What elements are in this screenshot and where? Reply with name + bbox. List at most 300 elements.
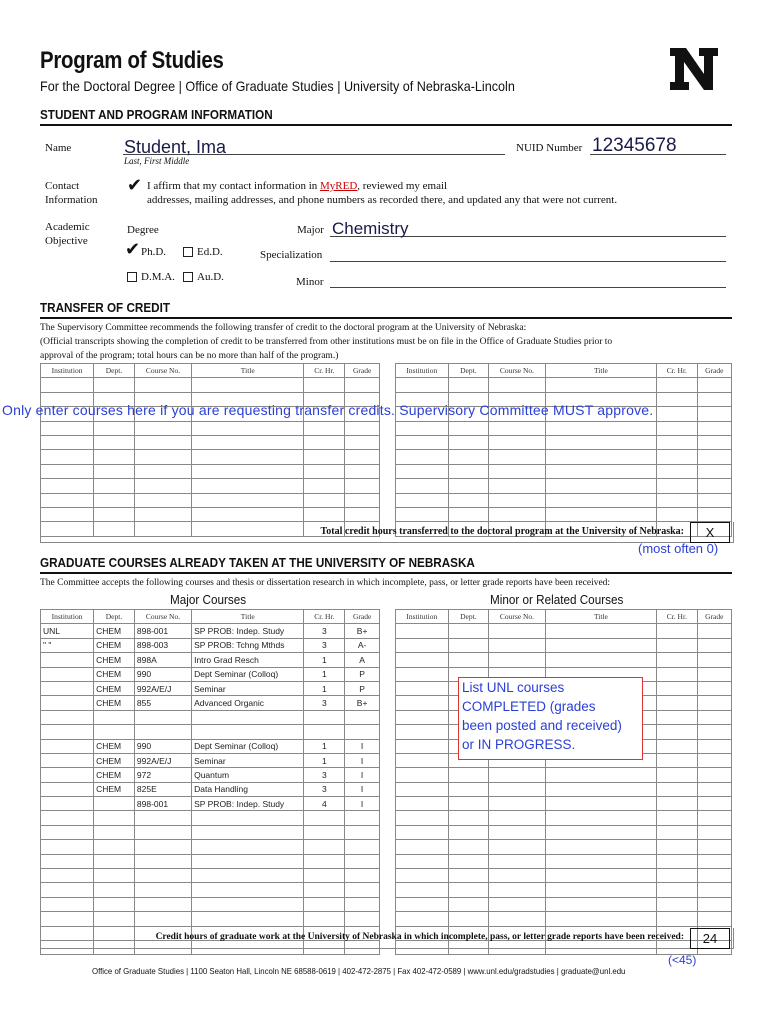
table-cell[interactable]	[448, 840, 488, 854]
table-cell[interactable]	[134, 479, 191, 493]
table-cell[interactable]	[545, 883, 656, 897]
table-cell[interactable]	[41, 912, 94, 926]
table-cell[interactable]	[697, 725, 731, 739]
table-cell[interactable]	[304, 507, 345, 521]
table-cell[interactable]	[345, 435, 380, 449]
table-cell[interactable]	[697, 840, 731, 854]
table-cell[interactable]: 3	[304, 782, 345, 796]
table-cell[interactable]	[489, 653, 546, 667]
table-cell[interactable]	[697, 681, 731, 695]
table-cell[interactable]	[448, 450, 488, 464]
table-cell[interactable]	[396, 624, 449, 638]
table-cell[interactable]	[448, 811, 488, 825]
table-cell[interactable]	[345, 479, 380, 493]
table-cell[interactable]	[396, 797, 449, 811]
table-cell[interactable]: 992A/E/J	[134, 753, 191, 767]
table-cell[interactable]	[134, 897, 191, 911]
table-cell[interactable]: Quantum	[192, 768, 304, 782]
table-cell[interactable]	[396, 450, 449, 464]
table-cell[interactable]	[41, 897, 94, 911]
table-cell[interactable]	[448, 768, 488, 782]
table-cell[interactable]	[396, 739, 449, 753]
table-cell[interactable]: UNL	[41, 624, 94, 638]
table-cell[interactable]	[94, 464, 135, 478]
table-cell[interactable]	[41, 450, 94, 464]
table-cell[interactable]	[489, 378, 546, 392]
table-cell[interactable]	[345, 825, 380, 839]
table-cell[interactable]: Intro Grad Resch	[192, 653, 304, 667]
table-cell[interactable]	[345, 854, 380, 868]
table-cell[interactable]	[94, 421, 135, 435]
table-cell[interactable]: 3	[304, 624, 345, 638]
table-cell[interactable]	[657, 667, 697, 681]
table-cell[interactable]	[489, 624, 546, 638]
table-cell[interactable]: 990	[134, 667, 191, 681]
table-cell[interactable]	[304, 840, 345, 854]
table-cell[interactable]: CHEM	[94, 739, 135, 753]
table-cell[interactable]	[94, 912, 135, 926]
aud-checkbox[interactable]	[183, 272, 193, 282]
table-cell[interactable]	[304, 897, 345, 911]
table-cell[interactable]	[345, 378, 380, 392]
table-cell[interactable]	[134, 840, 191, 854]
minor-field[interactable]	[330, 287, 726, 288]
table-cell[interactable]	[41, 479, 94, 493]
table-cell[interactable]	[345, 725, 380, 739]
table-cell[interactable]	[657, 624, 697, 638]
table-cell[interactable]	[41, 854, 94, 868]
table-cell[interactable]	[448, 624, 488, 638]
table-cell[interactable]	[697, 883, 731, 897]
table-cell[interactable]: 4	[304, 797, 345, 811]
table-cell[interactable]	[41, 825, 94, 839]
table-cell[interactable]	[396, 710, 449, 724]
table-cell[interactable]	[697, 435, 731, 449]
table-cell[interactable]	[304, 710, 345, 724]
table-cell[interactable]	[192, 710, 304, 724]
table-cell[interactable]	[192, 869, 304, 883]
table-cell[interactable]	[134, 725, 191, 739]
table-cell[interactable]	[94, 507, 135, 521]
table-cell[interactable]	[41, 811, 94, 825]
table-cell[interactable]	[657, 897, 697, 911]
myred-link[interactable]: MyRED	[320, 180, 358, 192]
table-cell[interactable]: CHEM	[94, 667, 135, 681]
table-cell[interactable]	[545, 653, 656, 667]
table-cell[interactable]	[489, 638, 546, 652]
table-cell[interactable]	[489, 825, 546, 839]
table-cell[interactable]	[396, 696, 449, 710]
table-cell[interactable]	[41, 753, 94, 767]
table-cell[interactable]	[545, 378, 656, 392]
specialization-field[interactable]	[330, 261, 726, 262]
table-cell[interactable]	[489, 464, 546, 478]
table-cell[interactable]	[345, 840, 380, 854]
table-cell[interactable]	[448, 883, 488, 897]
table-cell[interactable]	[657, 811, 697, 825]
table-cell[interactable]: CHEM	[94, 624, 135, 638]
table-cell[interactable]	[657, 450, 697, 464]
table-cell[interactable]	[304, 869, 345, 883]
table-cell[interactable]	[697, 493, 731, 507]
table-cell[interactable]	[657, 869, 697, 883]
table-cell[interactable]	[657, 681, 697, 695]
edd-checkbox[interactable]	[183, 247, 193, 257]
table-cell[interactable]	[345, 493, 380, 507]
table-cell[interactable]	[396, 493, 449, 507]
table-cell[interactable]: 972	[134, 768, 191, 782]
table-cell[interactable]	[489, 869, 546, 883]
table-cell[interactable]	[41, 725, 94, 739]
table-cell[interactable]	[345, 507, 380, 521]
table-cell[interactable]	[396, 811, 449, 825]
table-cell[interactable]	[545, 825, 656, 839]
table-cell[interactable]	[657, 725, 697, 739]
table-cell[interactable]	[697, 912, 731, 926]
table-cell[interactable]	[192, 811, 304, 825]
table-cell[interactable]	[304, 811, 345, 825]
table-cell[interactable]	[41, 768, 94, 782]
table-cell[interactable]	[94, 825, 135, 839]
table-cell[interactable]	[304, 493, 345, 507]
table-cell[interactable]	[134, 464, 191, 478]
table-cell[interactable]: 898A	[134, 653, 191, 667]
table-cell[interactable]	[94, 710, 135, 724]
table-cell[interactable]	[697, 739, 731, 753]
table-cell[interactable]	[345, 883, 380, 897]
table-cell[interactable]	[396, 507, 449, 521]
table-cell[interactable]: Data Handling	[192, 782, 304, 796]
table-cell[interactable]: A-	[345, 638, 380, 652]
table-cell[interactable]	[396, 883, 449, 897]
table-cell[interactable]	[134, 825, 191, 839]
table-cell[interactable]	[94, 450, 135, 464]
table-cell[interactable]	[489, 854, 546, 868]
table-cell[interactable]: 1	[304, 753, 345, 767]
table-cell[interactable]	[697, 710, 731, 724]
table-cell[interactable]	[41, 435, 94, 449]
table-cell[interactable]: Advanced Organic	[192, 696, 304, 710]
table-cell[interactable]	[448, 435, 488, 449]
table-cell[interactable]	[657, 883, 697, 897]
table-cell[interactable]	[345, 869, 380, 883]
table-cell[interactable]	[657, 378, 697, 392]
table-cell[interactable]	[545, 435, 656, 449]
table-cell[interactable]	[489, 507, 546, 521]
table-cell[interactable]	[304, 464, 345, 478]
table-cell[interactable]	[134, 811, 191, 825]
table-cell[interactable]	[697, 797, 731, 811]
table-cell[interactable]	[657, 825, 697, 839]
table-cell[interactable]	[697, 696, 731, 710]
table-cell[interactable]: 3	[304, 638, 345, 652]
table-cell[interactable]	[545, 797, 656, 811]
table-cell[interactable]	[448, 653, 488, 667]
table-cell[interactable]: I	[345, 797, 380, 811]
table-cell[interactable]	[304, 421, 345, 435]
table-cell[interactable]	[545, 638, 656, 652]
table-cell[interactable]	[697, 507, 731, 521]
table-cell[interactable]	[489, 897, 546, 911]
table-cell[interactable]	[345, 912, 380, 926]
table-cell[interactable]: P	[345, 681, 380, 695]
table-cell[interactable]: CHEM	[94, 768, 135, 782]
table-cell[interactable]: B+	[345, 696, 380, 710]
table-cell[interactable]	[545, 840, 656, 854]
table-cell[interactable]	[94, 840, 135, 854]
table-cell[interactable]: I	[345, 753, 380, 767]
table-cell[interactable]	[41, 378, 94, 392]
table-cell[interactable]	[304, 435, 345, 449]
table-cell[interactable]	[192, 378, 304, 392]
table-cell[interactable]	[489, 797, 546, 811]
table-cell[interactable]	[396, 912, 449, 926]
table-cell[interactable]: CHEM	[94, 696, 135, 710]
table-cell[interactable]	[94, 869, 135, 883]
table-cell[interactable]	[448, 464, 488, 478]
table-cell[interactable]	[657, 797, 697, 811]
table-cell[interactable]	[396, 681, 449, 695]
table-cell[interactable]	[345, 710, 380, 724]
table-cell[interactable]	[489, 450, 546, 464]
table-cell[interactable]: 825E	[134, 782, 191, 796]
table-cell[interactable]	[545, 782, 656, 796]
table-cell[interactable]	[657, 854, 697, 868]
table-cell[interactable]	[545, 421, 656, 435]
table-cell[interactable]	[545, 479, 656, 493]
table-cell[interactable]: CHEM	[94, 681, 135, 695]
table-cell[interactable]	[94, 479, 135, 493]
table-cell[interactable]	[448, 638, 488, 652]
table-cell[interactable]: SP PROB: Indep. Study	[192, 797, 304, 811]
table-cell[interactable]	[396, 768, 449, 782]
table-cell[interactable]: 855	[134, 696, 191, 710]
table-cell[interactable]	[304, 378, 345, 392]
table-cell[interactable]: A	[345, 653, 380, 667]
table-cell[interactable]	[489, 883, 546, 897]
table-cell[interactable]	[396, 782, 449, 796]
table-cell[interactable]: Dept Seminar (Colloq)	[192, 667, 304, 681]
table-cell[interactable]	[657, 464, 697, 478]
table-cell[interactable]	[489, 421, 546, 435]
table-cell[interactable]: I	[345, 768, 380, 782]
table-cell[interactable]	[41, 493, 94, 507]
table-cell[interactable]	[345, 464, 380, 478]
table-cell[interactable]	[396, 854, 449, 868]
table-cell[interactable]: B+	[345, 624, 380, 638]
table-cell[interactable]	[545, 912, 656, 926]
table-cell[interactable]	[697, 768, 731, 782]
table-cell[interactable]	[657, 840, 697, 854]
table-cell[interactable]: 3	[304, 696, 345, 710]
major-field[interactable]: Chemistry	[332, 219, 409, 238]
table-cell[interactable]	[396, 869, 449, 883]
table-cell[interactable]: CHEM	[94, 638, 135, 652]
table-cell[interactable]	[94, 811, 135, 825]
table-cell[interactable]: SP PROB: Indep. Study	[192, 624, 304, 638]
table-cell[interactable]	[41, 710, 94, 724]
table-cell[interactable]	[489, 768, 546, 782]
table-cell[interactable]	[192, 725, 304, 739]
table-cell[interactable]	[448, 912, 488, 926]
table-cell[interactable]	[396, 825, 449, 839]
table-cell[interactable]: I	[345, 739, 380, 753]
degree-aud-option[interactable]: Au.D.	[183, 271, 224, 283]
table-cell[interactable]: CHEM	[94, 653, 135, 667]
table-cell[interactable]	[396, 653, 449, 667]
table-cell[interactable]	[697, 782, 731, 796]
table-cell[interactable]	[345, 421, 380, 435]
table-cell[interactable]: 1	[304, 681, 345, 695]
table-cell[interactable]	[345, 450, 380, 464]
table-cell[interactable]	[304, 825, 345, 839]
name-field[interactable]: Student, Ima	[124, 137, 227, 157]
table-cell[interactable]	[697, 753, 731, 767]
table-cell[interactable]	[657, 753, 697, 767]
table-cell[interactable]	[396, 378, 449, 392]
table-cell[interactable]	[396, 725, 449, 739]
table-cell[interactable]	[94, 378, 135, 392]
dma-checkbox[interactable]	[127, 272, 137, 282]
table-cell[interactable]: CHEM	[94, 753, 135, 767]
table-cell[interactable]	[697, 421, 731, 435]
table-cell[interactable]	[134, 435, 191, 449]
table-cell[interactable]	[134, 869, 191, 883]
table-cell[interactable]	[545, 897, 656, 911]
table-cell[interactable]	[545, 869, 656, 883]
table-cell[interactable]	[192, 854, 304, 868]
table-cell[interactable]: 1	[304, 653, 345, 667]
table-cell[interactable]: Seminar	[192, 681, 304, 695]
table-cell[interactable]	[657, 479, 697, 493]
table-cell[interactable]	[41, 696, 94, 710]
table-cell[interactable]: 898-001	[134, 797, 191, 811]
table-cell[interactable]	[41, 883, 94, 897]
table-cell[interactable]	[192, 883, 304, 897]
table-cell[interactable]	[697, 450, 731, 464]
table-cell[interactable]	[396, 479, 449, 493]
table-cell[interactable]	[489, 435, 546, 449]
table-cell[interactable]	[134, 421, 191, 435]
table-cell[interactable]	[345, 811, 380, 825]
table-cell[interactable]	[448, 507, 488, 521]
table-cell[interactable]	[657, 493, 697, 507]
table-cell[interactable]	[657, 435, 697, 449]
table-cell[interactable]	[192, 897, 304, 911]
table-cell[interactable]	[697, 464, 731, 478]
table-cell[interactable]	[396, 840, 449, 854]
table-cell[interactable]	[657, 782, 697, 796]
table-cell[interactable]	[192, 493, 304, 507]
table-cell[interactable]	[41, 782, 94, 796]
table-cell[interactable]	[697, 407, 731, 421]
table-cell[interactable]	[192, 507, 304, 521]
table-cell[interactable]	[134, 493, 191, 507]
table-cell[interactable]	[657, 739, 697, 753]
table-cell[interactable]	[396, 421, 449, 435]
table-cell[interactable]	[697, 392, 731, 406]
table-cell[interactable]	[396, 897, 449, 911]
table-cell[interactable]	[657, 507, 697, 521]
table-cell[interactable]	[657, 638, 697, 652]
degree-edd-option[interactable]: Ed.D.	[183, 246, 223, 258]
table-cell[interactable]	[545, 507, 656, 521]
table-cell[interactable]	[41, 840, 94, 854]
table-cell[interactable]	[448, 479, 488, 493]
table-cell[interactable]	[192, 421, 304, 435]
table-cell[interactable]	[697, 897, 731, 911]
table-cell[interactable]	[396, 435, 449, 449]
table-cell[interactable]	[94, 493, 135, 507]
table-cell[interactable]: Dept Seminar (Colloq)	[192, 739, 304, 753]
table-cell[interactable]	[192, 464, 304, 478]
table-cell[interactable]	[657, 407, 697, 421]
table-cell[interactable]	[489, 840, 546, 854]
table-cell[interactable]	[41, 667, 94, 681]
table-cell[interactable]	[697, 811, 731, 825]
table-cell[interactable]	[657, 653, 697, 667]
table-cell[interactable]	[192, 840, 304, 854]
table-cell[interactable]	[304, 479, 345, 493]
table-cell[interactable]	[192, 479, 304, 493]
table-cell[interactable]	[697, 638, 731, 652]
table-cell[interactable]	[94, 725, 135, 739]
degree-dma-option[interactable]: D.M.A.	[127, 271, 175, 283]
table-cell[interactable]	[304, 883, 345, 897]
table-cell[interactable]	[192, 450, 304, 464]
table-cell[interactable]	[697, 667, 731, 681]
table-cell[interactable]	[545, 464, 656, 478]
table-cell[interactable]	[697, 624, 731, 638]
table-cell[interactable]: SP PROB: Tchng Mthds	[192, 638, 304, 652]
table-cell[interactable]	[657, 768, 697, 782]
table-cell[interactable]	[448, 782, 488, 796]
table-cell[interactable]: 1	[304, 739, 345, 753]
table-cell[interactable]	[657, 421, 697, 435]
table-cell[interactable]	[41, 464, 94, 478]
table-cell[interactable]	[697, 378, 731, 392]
table-cell[interactable]	[545, 450, 656, 464]
table-cell[interactable]: " "	[41, 638, 94, 652]
table-cell[interactable]: 990	[134, 739, 191, 753]
nuid-field[interactable]: 12345678	[592, 135, 677, 156]
table-cell[interactable]	[545, 768, 656, 782]
table-cell[interactable]	[697, 825, 731, 839]
table-cell[interactable]	[489, 912, 546, 926]
table-cell[interactable]	[134, 378, 191, 392]
table-cell[interactable]	[657, 696, 697, 710]
table-cell[interactable]	[489, 811, 546, 825]
table-cell[interactable]	[489, 479, 546, 493]
table-cell[interactable]: 898-001	[134, 624, 191, 638]
table-cell[interactable]: 1	[304, 667, 345, 681]
table-cell[interactable]	[94, 435, 135, 449]
table-cell[interactable]	[94, 897, 135, 911]
table-cell[interactable]: 992A/E/J	[134, 681, 191, 695]
table-cell[interactable]	[134, 883, 191, 897]
table-cell[interactable]	[134, 450, 191, 464]
table-cell[interactable]	[697, 854, 731, 868]
table-cell[interactable]	[448, 797, 488, 811]
table-cell[interactable]	[697, 653, 731, 667]
table-cell[interactable]	[134, 854, 191, 868]
table-cell[interactable]	[41, 797, 94, 811]
table-cell[interactable]	[304, 912, 345, 926]
table-cell[interactable]	[545, 624, 656, 638]
table-cell[interactable]	[192, 435, 304, 449]
table-cell[interactable]	[94, 854, 135, 868]
table-cell[interactable]: 3	[304, 768, 345, 782]
